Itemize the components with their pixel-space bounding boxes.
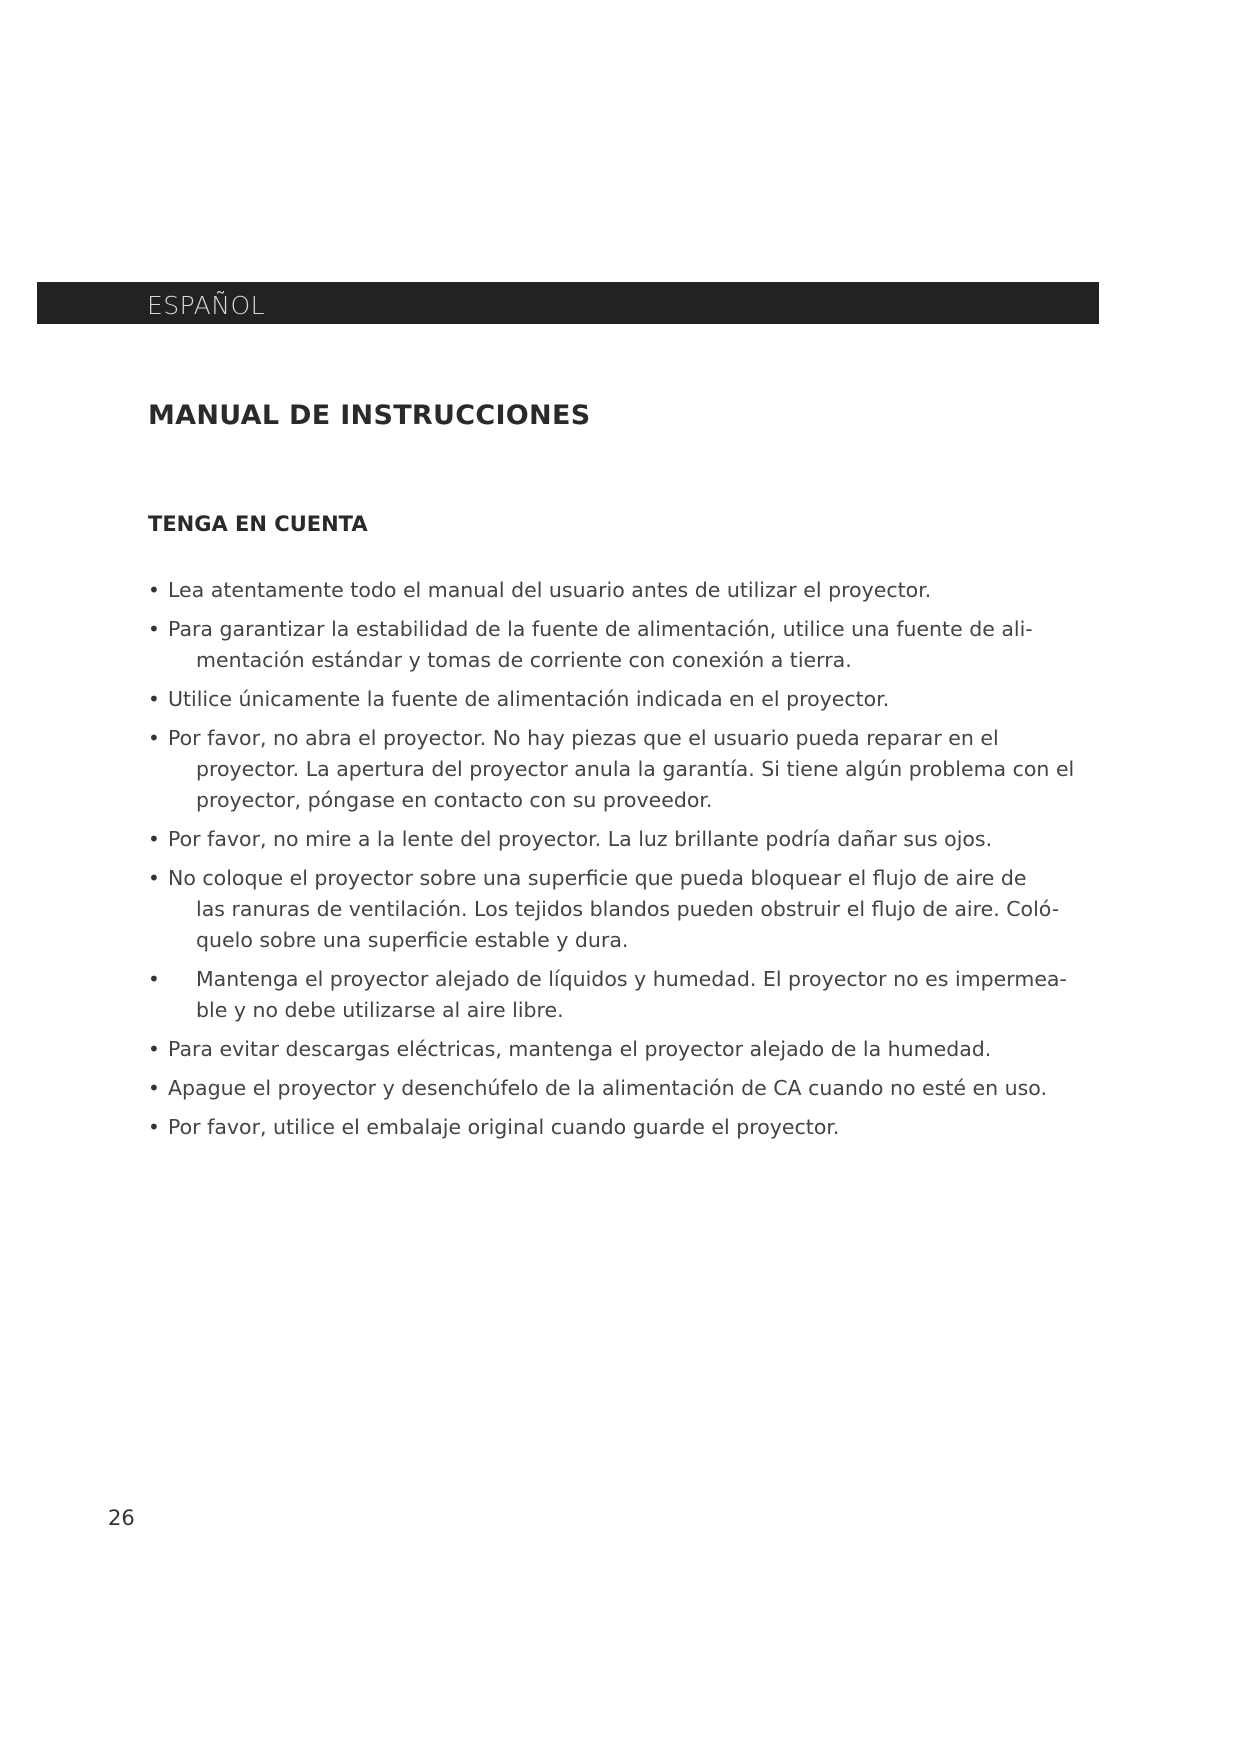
page-number: 26 [108, 1506, 135, 1530]
list-item-text-continuation: quelo sobre una superficie estable y dura. [196, 928, 629, 952]
bullet-icon: • [148, 687, 160, 711]
list-item-text: Mantenga el proyector alejado de líquidos y humedad. El proyector no es impermea- [196, 967, 1067, 991]
list-item-text-continuation: mentación estándar y tomas de corriente con conexión a tierra. [196, 648, 852, 672]
bullet-icon: • [148, 1115, 160, 1139]
list-item [148, 614, 1088, 676]
language-header-band [37, 282, 1099, 324]
language-label: ESPAÑOL [147, 291, 266, 320]
bullet-icon: • [148, 617, 160, 641]
list-item [148, 1112, 1088, 1143]
list-item [148, 723, 1088, 816]
bullet-icon: • [148, 1037, 160, 1061]
list-item-text: Lea atentamente todo el manual del usuario antes de utilizar el proyector. [168, 578, 932, 602]
notes-list [148, 575, 1088, 1151]
list-item [148, 1034, 1088, 1065]
list-item [148, 863, 1088, 956]
page-title: MANUAL DE INSTRUCCIONES [148, 400, 591, 431]
list-item-text: Para garantizar la estabilidad de la fuente de alimentación, utilice una fuente de ali- [168, 617, 1033, 641]
list-item-text: Utilice únicamente la fuente de alimentación indicada en el proyector. [168, 687, 890, 711]
list-item [148, 824, 1088, 855]
list-item-text-continuation: ble y no debe utilizarse al aire libre. [196, 998, 564, 1022]
list-item [148, 684, 1088, 715]
list-item-text: Apague el proyector y desenchúfelo de la alimentación de CA cuando no esté en uso. [168, 1076, 1047, 1100]
list-item [148, 964, 1088, 1026]
list-item-text: Por favor, utilice el embalaje original cuando guarde el proyector. [168, 1115, 840, 1139]
list-item-text: Por favor, no abra el proyector. No hay piezas que el usuario pueda reparar en el [168, 726, 999, 750]
bullet-icon: • [148, 726, 160, 750]
list-item-text: Para evitar descargas eléctricas, mantenga el proyector alejado de la humedad. [168, 1037, 992, 1061]
list-item-text: No coloque el proyector sobre una superficie que pueda bloquear el flujo de aire de [168, 866, 1027, 890]
list-item-text-continuation: proyector, póngase en contacto con su proveedor. [196, 788, 713, 812]
bullet-icon: • [148, 866, 160, 890]
bullet-icon: • [148, 1076, 160, 1100]
section-title: TENGA EN CUENTA [148, 512, 368, 536]
list-item [148, 1073, 1088, 1104]
bullet-icon: • [148, 967, 160, 991]
bullet-icon: • [148, 578, 160, 602]
list-item [148, 575, 1088, 606]
list-item-text-continuation: proyector. La apertura del proyector anula la garantía. Si tiene algún problema con el [196, 757, 1075, 781]
list-item-text: Por favor, no mire a la lente del proyector. La luz brillante podría dañar sus ojos. [168, 827, 993, 851]
bullet-icon: • [148, 827, 160, 851]
list-item-text-continuation: las ranuras de ventilación. Los tejidos blandos pueden obstruir el flujo de aire. Coló- [196, 897, 1060, 921]
